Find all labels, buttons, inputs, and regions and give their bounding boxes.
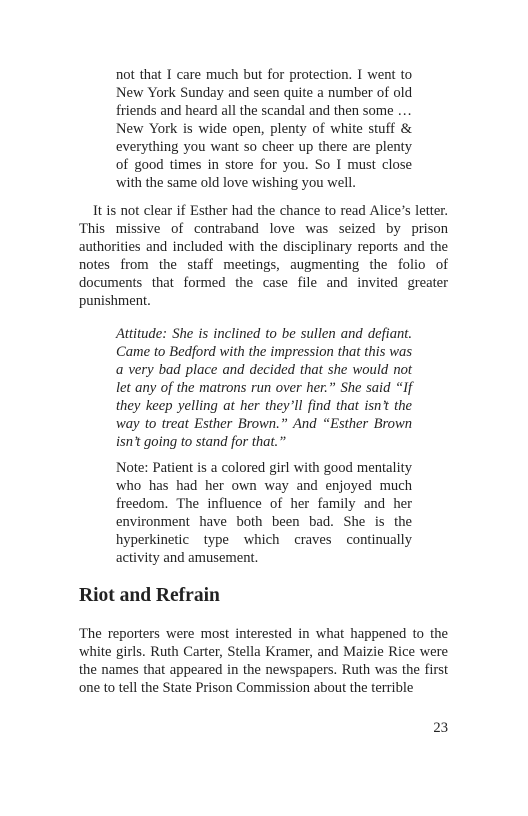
section-heading: Riot and Refrain [79,584,220,606]
quote-note-text: Note: Patient is a colored girl with good mentality who has had her own way and enjoyed much freedom. The influence of her family and her environment have both been bad. She is the hyperkinetic type which craves continually activity and amusement. [116,459,412,566]
block-quote-letter [116,66,412,192]
body-paragraph-reporters: The reporters were most interested in what happened to the white girls. Ruth Carter, Stella Kramer, and Maizie Rice were the names that appeared in the newspapers. Ruth was the first one to tell the State Prison Commission about the terrible [79,625,448,696]
page-number: 23 [433,720,448,736]
block-quote-case-file [116,325,412,567]
body-paragraph-letter-seized: It is not clear if Esther had the chance to read Alice’s letter. This missive of contraband love was seized by prison authorities and included with the disciplinary reports and the notes from the staff meetings, augmenting the folio of documents that formed the case file and invited greater punishment. [79,203,448,310]
page-body [79,66,448,711]
quote-letter-text: not that I care much but for protection. I went to New York Sunday and seen quite a number of old friends and heard all the scandal and then some … New York is wide open, plenty of white stuff & everything you want so cheer up there are plenty of good times in store for you. So I must close with the same old love wishing you well. [116,67,412,191]
quote-attitude-text: Attitude: She is inclined to be sullen and defiant. Came to Bedford with the impression that this was a very bad place and decided that she would not let any of the matrons run over her.” She said “If they keep yelling at her they’ll find that isn’t the way to treat Esther Brown.” And “Esther Brown isn’t going to stand for that.” [116,325,412,450]
